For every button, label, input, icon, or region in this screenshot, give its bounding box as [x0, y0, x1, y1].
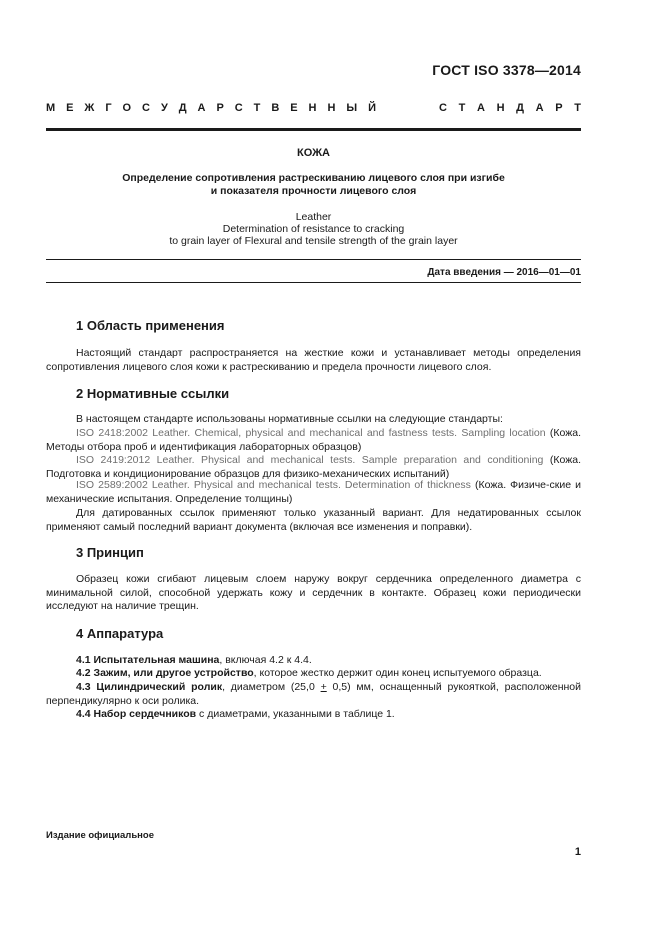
reference-iso-2419-title: ISO 2419:2012 Leather. Physical and mechanical tests. Sample preparation and conditioning [76, 454, 544, 466]
scope-paragraph: Настоящий стандарт распространяется на жесткие кожи и устанавливает методы определения сопротивления лицевого слоя кожи к растрескиванию и предела прочности лицевого слоя. [46, 347, 581, 373]
section-heading-apparatus: 4 Аппаратура [76, 626, 164, 641]
apparatus-item-4-1-label: 4.1 Испытательная машина [76, 654, 220, 666]
reference-iso-2589-title: ISO 2589:2002 Leather. Physical and mechanical tests. Determination of thickness [76, 479, 471, 491]
apparatus-item-4-3-label: 4.3 Цилиндрический ролик [76, 681, 223, 693]
apparatus-item-4-2-text: , которое жестко держит один конец испытуемого образца. [253, 667, 542, 679]
reference-iso-2419 [46, 454, 581, 481]
header-rule [46, 128, 581, 131]
title-en-line-3: to grain layer of Flexural and tensile strength of the grain layer [169, 235, 458, 247]
section-heading-principle: 3 Принцип [76, 545, 144, 560]
title-main: КОЖА [296, 147, 330, 159]
date-rule [46, 282, 581, 283]
section-heading-normative-references: 2 Нормативные ссылки [76, 386, 230, 401]
apparatus-item-4-3-text-a: , диаметром (25,0 [222, 681, 321, 693]
apparatus-item-4-3-plus-minus: + [320, 681, 327, 693]
reference-iso-2418 [46, 427, 581, 454]
reference-iso-2589 [46, 479, 581, 506]
apparatus-item-4-4-label: 4.4 Набор сердечников [76, 708, 197, 720]
apparatus-item-4-3-text-b: 0,5) мм, оснащенный рукояткой, расположенной перпендикулярно к оси ролика. [46, 681, 581, 707]
title-en-line-2: Determination of resistance to cracking [222, 223, 405, 235]
reference-iso-2418-title: ISO 2418:2002 Leather. Chemical, physical and mechanical and fastness tests. Sampling location [76, 427, 546, 439]
apparatus-item-4-4-text: с диаметрами, указанными в таблице 1. [196, 708, 395, 720]
section-heading-scope: 1 Область применения [76, 318, 225, 333]
title-ru-line-2: и показателя прочности лицевого слоя [210, 185, 417, 197]
apparatus-item-4-3 [46, 681, 581, 708]
reference-iso-2419-translation: (Кожа. Подготовка и кондиционирование образцов для физико-механических испытаний) [46, 454, 581, 480]
principle-paragraph: Образец кожи сгибают лицевым слоем наружу вокруг сердечника определенного диаметра с минимальной силой, способной удержать кожу и сердечник в контакте. Образец кожи периодически исследуют на наличие трещин. [46, 573, 581, 612]
doc-number: ГОСТ ISO 3378—2014 [432, 62, 581, 78]
page-number: 1 [574, 846, 581, 858]
standard-type-word-2: С Т А Н Д А Р Т [439, 102, 581, 114]
standard-type-word-1: М Е Ж Г О С У Д А Р С Т В Е Н Н Ы Й [46, 102, 376, 114]
references-note: Для датированных ссылок применяют только указанный вариант. Для недатированных ссылок применяют самый последний вариант документа (включая все изменения и поправки). [46, 507, 581, 533]
apparatus-item-4-1-text: , включая 4.2 к 4.4. [219, 654, 312, 666]
apparatus-item-4-2 [76, 667, 581, 681]
title-rule [46, 259, 581, 260]
apparatus-item-4-4 [76, 708, 581, 722]
intro-date: Дата введения — 2016—01—01 [427, 267, 581, 278]
reference-iso-2418-translation: (Кожа. Методы отбора проб и идентификация лабораторных образцов) [46, 427, 582, 453]
title-en-line-1: Leather [295, 211, 332, 223]
standard-type-heading [46, 102, 581, 114]
references-intro: В настоящем стандарте использованы нормативные ссылки на следующие стандарты: [76, 413, 503, 425]
reference-iso-2589-translation: (Кожа. Физиче-ские и механические испытания. Определение толщины) [46, 479, 581, 505]
apparatus-item-4-2-label: 4.2 Зажим, или другое устройство [76, 667, 254, 679]
official-edition-note: Издание официальное [46, 830, 154, 841]
title-ru-line-1: Определение сопротивления растрескиванию лицевого слоя при изгибе [122, 172, 505, 184]
apparatus-item-4-1 [76, 654, 581, 668]
